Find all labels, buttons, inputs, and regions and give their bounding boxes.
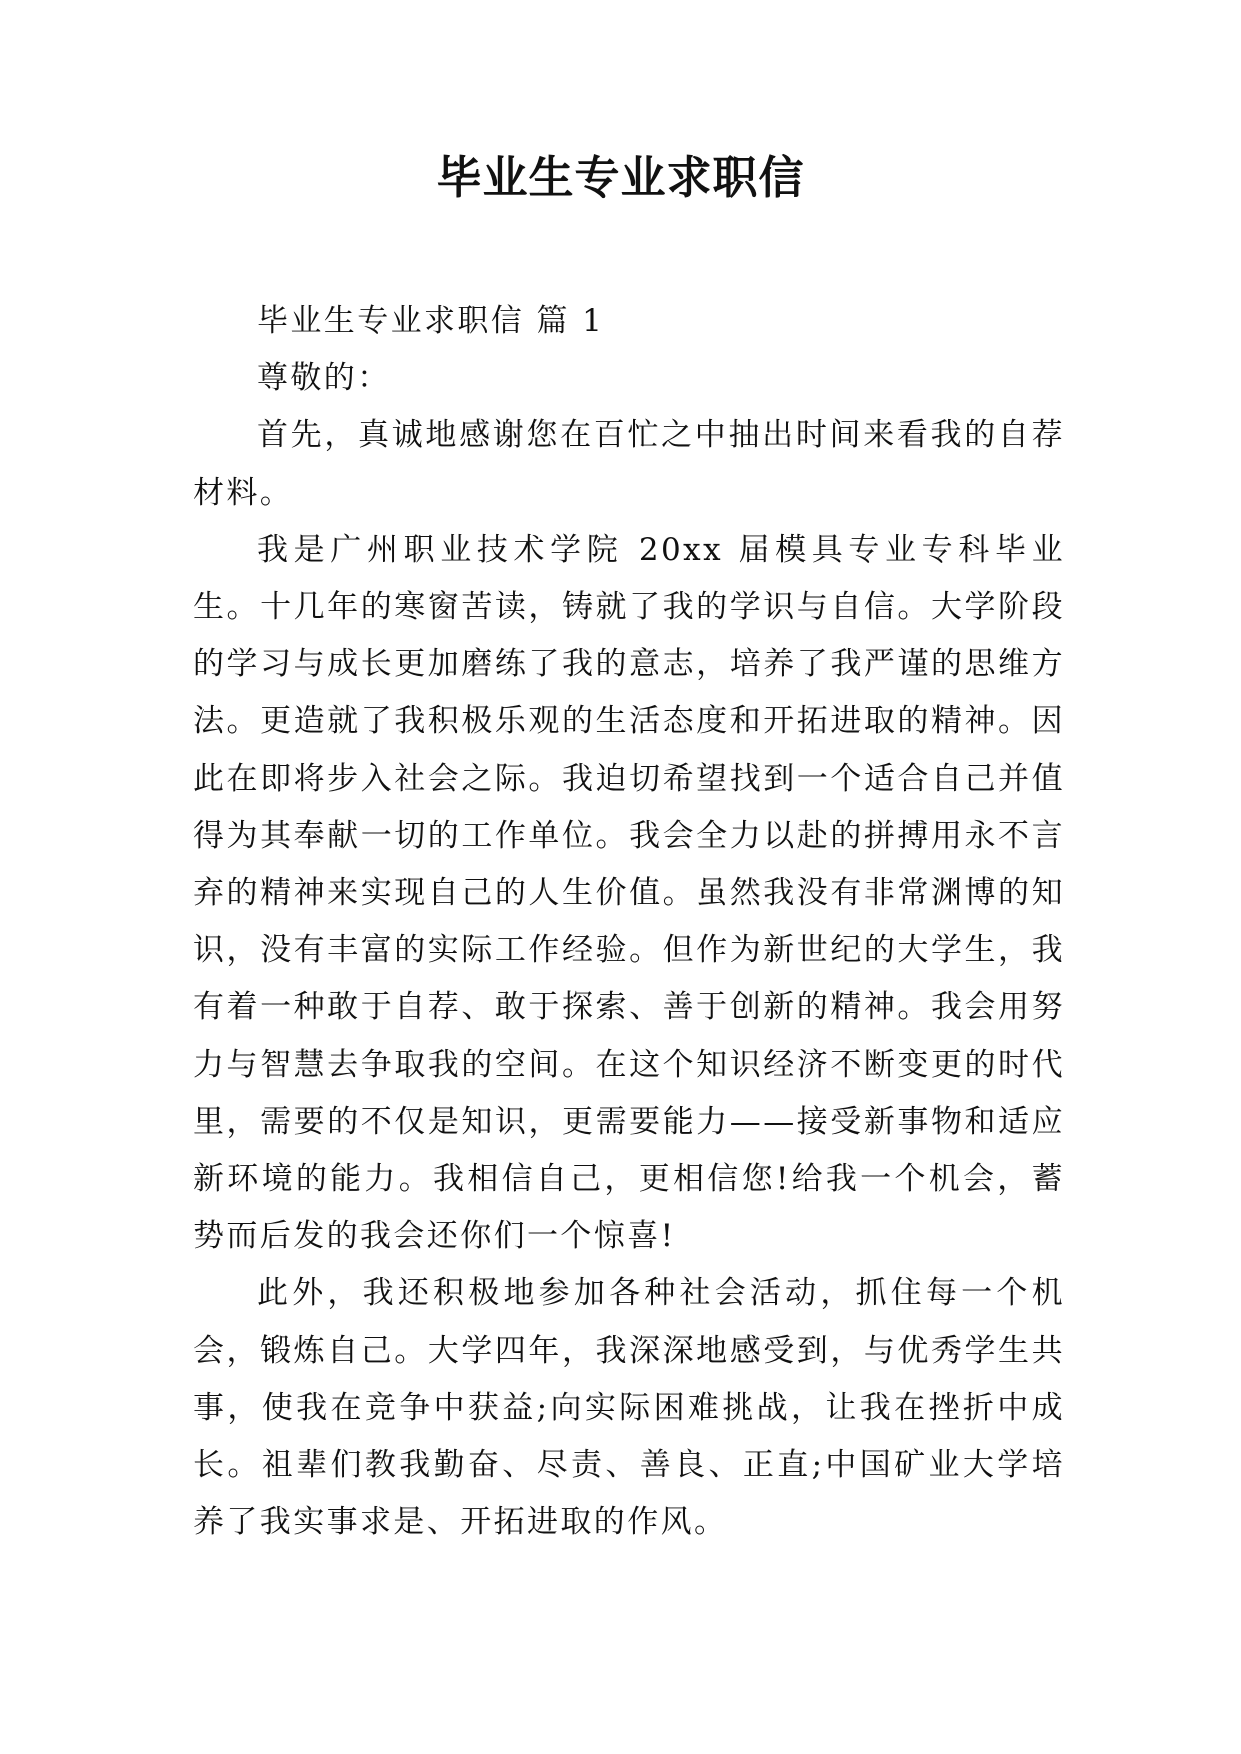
- body-paragraph: 首先，真诚地感谢您在百忙之中抽出时间来看我的自荐材料。: [193, 417, 1065, 511]
- document-body: [193, 293, 1065, 1551]
- salutation: 尊敬的：: [257, 360, 391, 397]
- section-heading: 毕业生专业求职信 篇 1: [257, 303, 605, 339]
- body-paragraph: 此外，我还积极地参加各种社会活动，抓住每一个机会，锻炼自己。大学四年，我深深地感受到，与优秀学生共事，使我在竞争中获益;向实际困难挑战，让我在挫折中成长。祖辈们教我勤奋、尽责、善良、正直;中国矿业大学培养了我实事求是、开拓进取的作风。: [193, 1275, 1065, 1541]
- document-title: 毕业生专业求职信: [436, 151, 805, 204]
- body-paragraph: 我是广州职业技术学院 20xx 届模具专业专科毕业生。十几年的寒窗苦读，铸就了我的学识与自信。大学阶段的学习与成长更加磨练了我的意志，培养了我严谨的思维方法。更造就了我积极乐观的生活态度和开拓进取的精神。因此在即将步入社会之际。我迫切希望找到一个适合自己并值得为其奉献一切的工作单位。我会全力以赴的拼搏用永不言弃的精神来实现自己的人生价值。虽然我没有非常渊博的知识，没有丰富的实际工作经验。但作为新世纪的大学生，我有着一种敢于自荐、敢于探索、善于创新的精神。我会用努力与智慧去争取我的空间。在这个知识经济不断变更的时代里，需要的不仅是知识，更需要能力——接受新事物和适应新环境的能力。我相信自己，更相信您!给我一个机会，蓄势而后发的我会还你们一个惊喜!: [193, 531, 1065, 1255]
